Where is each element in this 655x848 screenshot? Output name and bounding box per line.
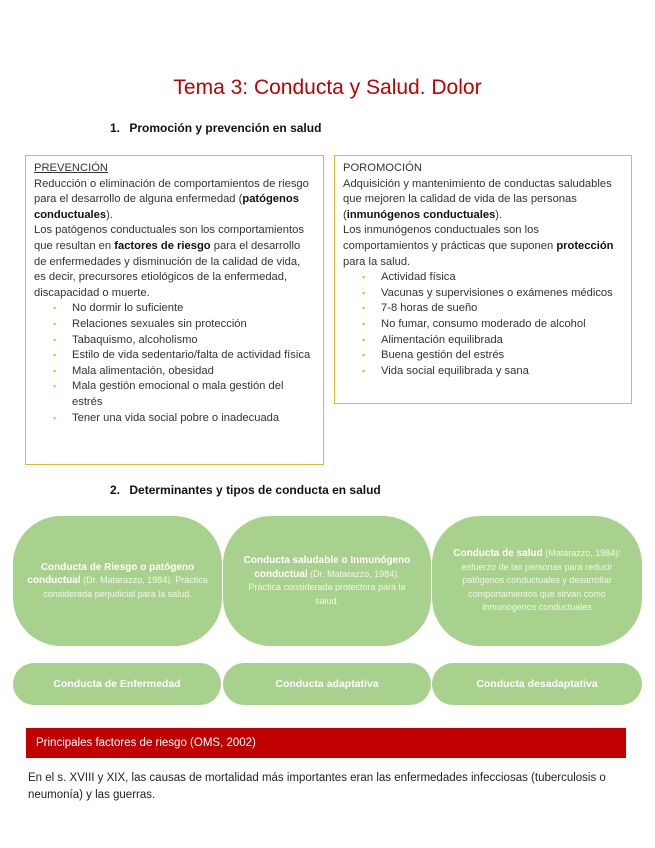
conducta-desadaptativa-pill: Conducta desadaptativa (432, 663, 642, 705)
prevencion-list (34, 301, 315, 426)
promocion-item: ▪ Vacunas y supervisiones o exámenes médicos (343, 286, 623, 302)
conducta-salud-desc: (Matarazzo, 1984): esfuerzo de las personas para reducir patógenos conductuales y desarrollar comportamientos que sirvan como inmunógenos conductuales (461, 548, 621, 613)
prevencion-item: ▪ Estilo de vida sedentario/falta de actividad física (34, 348, 315, 364)
conducta-riesgo-card (13, 516, 222, 646)
section-2-number: 2. (110, 483, 121, 497)
promocion-item: ▪ Vida social equilibrada y sana (343, 364, 623, 380)
promocion-item: ▪ 7-8 horas de sueño (343, 301, 623, 317)
page-title: Tema 3: Conducta y Salud. Dolor (173, 76, 482, 99)
promocion-item: ▪ No fumar, consumo moderado de alcohol (343, 317, 623, 333)
prevencion-item: ▪ Relaciones sexuales sin protección (34, 317, 315, 333)
prevencion-box (25, 155, 324, 465)
prevencion-definition: Reducción o eliminación de comportamientos de riesgo para el desarrollo de alguna enfermedad (patógenos conductuales). (34, 177, 309, 221)
conducta-saludable-card (223, 516, 431, 646)
prevencion-item: ▪ Tabaquismo, alcoholismo (34, 333, 315, 349)
promocion-item: ▪ Actividad física (343, 270, 623, 286)
promocion-definition: Adquisición y mantenimiento de conductas saludables que mejoren la calidad de vida de las personas (inmunógenos conductuales). (343, 177, 612, 221)
conducta-salud-title: Conducta de salud (453, 548, 543, 560)
conducta-adaptativa-pill: Conducta adaptativa (223, 663, 431, 705)
conducta-enfermedad-pill: Conducta de Enfermedad (13, 663, 221, 705)
section-1-heading (110, 121, 321, 135)
conducta-riesgo-desc: (Dr. Matarazzo, 1984). Práctica considerada perjudicial para la salud. (43, 575, 208, 599)
conducta-salud-card (432, 516, 642, 646)
prevencion-item: ▪ Mala gestión emocional o mala gestión del estrés (34, 379, 315, 410)
promocion-box (334, 155, 632, 404)
conducta-riesgo-title: Conducta de Riesgo o patógeno conductual (27, 561, 195, 587)
prevencion-heading: PREVENCIÓN (34, 162, 108, 174)
factores-riesgo-banner: Principales factores de riesgo (OMS, 2002) (26, 728, 626, 758)
promocion-heading: POROMOCIÓN (343, 162, 422, 174)
prevencion-item: ▪ Mala alimentación, obesidad (34, 364, 315, 380)
section-1-title: Promoción y prevención en salud (129, 121, 322, 135)
promocion-item: ▪ Alimentación equilibrada (343, 333, 623, 349)
conducta-saludable-desc: (Dr. Matarazzo, 1984). Práctica considerada protectora para la salud. (248, 568, 406, 606)
promocion-list (343, 270, 623, 379)
section-2-title: Determinantes y tipos de conducta en salud (129, 483, 381, 497)
promocion-item: ▪ Buena gestión del estrés (343, 348, 623, 364)
prevencion-item: ▪ No dormir lo suficiente (34, 301, 315, 317)
mortalidad-paragraph: En el s. XVIII y XIX, las causas de mortalidad más importantes eran las enfermedades infecciosas (tuberculosis o neumonía) y las guerras. (28, 772, 606, 801)
conducta-saludable-title: Conducta saludable o Inmunógeno conductual (243, 555, 411, 580)
prevencion-explanation: Los patógenos conductuales son los comportamientos que resultan en factores de riesgo para el desarrollo de enfermedades y disminución de la calidad de vida, es decir, precursores etiológicos de la enfermedad, discapacidad o muerte. (34, 224, 304, 299)
promocion-explanation: Los inmunógenos conductuales son los comportamientos y prácticas que suponen protección para la salud. (343, 224, 614, 268)
prevencion-item: ▪ Tener una vida social pobre o inadecuada (34, 411, 315, 427)
section-1-number: 1. (110, 121, 121, 135)
section-2-heading (110, 483, 381, 497)
